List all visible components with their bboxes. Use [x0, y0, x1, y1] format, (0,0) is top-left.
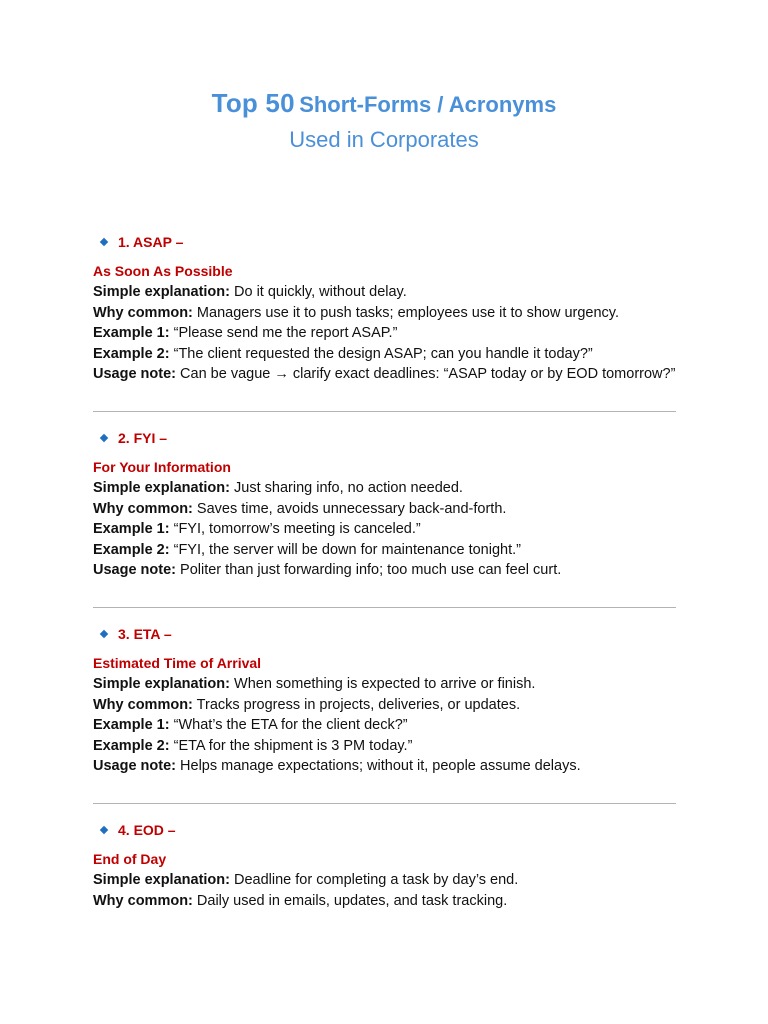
- entry-heading: [93, 426, 676, 450]
- why-common: [93, 499, 676, 520]
- simple-explanation: [93, 282, 676, 303]
- usage-note-text: Politer than just forwarding info; too much use can feel curt.: [180, 562, 562, 579]
- why-common: [93, 891, 676, 912]
- why-common-text: Daily used in emails, updates, and task tracking.: [196, 892, 508, 909]
- diamond-bullet-icon: [100, 826, 108, 834]
- title-short-forms: Short-Forms / Acronyms: [299, 92, 557, 117]
- simple-explanation-label: Simple explanation:: [93, 871, 230, 888]
- diamond-bullet-icon: [100, 238, 108, 246]
- usage-note-text: Helps manage expectations; without it, people assume delays.: [180, 758, 581, 775]
- simple-explanation-text: Do it quickly, without delay.: [234, 284, 407, 300]
- example-1-text: “What’s the ETA for the client deck?”: [173, 717, 408, 734]
- simple-explanation: [93, 478, 676, 499]
- usage-note-label: Usage note:: [93, 562, 176, 579]
- usage-note: [93, 560, 676, 581]
- why-common-text: Tracks progress in projects, deliveries, or updates.: [196, 696, 521, 713]
- why-common: [93, 695, 676, 716]
- why-common-label: Why common:: [93, 304, 193, 321]
- example-1-label: Example 1:: [93, 717, 170, 734]
- acronym-entry-eod: [93, 818, 676, 911]
- simple-explanation-text: Deadline for completing a task by day’s end.: [234, 871, 519, 888]
- example-2: [93, 344, 676, 365]
- why-common-text: Managers use it to push tasks; employees use it to show urgency.: [196, 304, 619, 321]
- example-1-label: Example 1:: [93, 325, 170, 342]
- example-2: [93, 540, 676, 561]
- usage-note: [93, 756, 676, 777]
- entry-full-name: Estimated Time of Arrival: [93, 654, 262, 671]
- usage-note-text: Can be vague → clarify exact deadlines: “ASAP today or by EOD tomorrow?”: [180, 366, 676, 383]
- why-common-text: Saves time, avoids unnecessary back-and-forth.: [196, 500, 507, 517]
- section-divider: [93, 411, 676, 412]
- acronym-entry-eta: [93, 622, 676, 804]
- example-1-text: “Please send me the report ASAP.”: [173, 325, 398, 342]
- acronym-list: [93, 230, 676, 911]
- entry-full-name: For Your Information: [93, 458, 231, 475]
- usage-note: [93, 364, 676, 385]
- why-common: [93, 303, 676, 324]
- document-subtitle: Used in Corporates: [289, 127, 479, 152]
- acronym-entry-fyi: [93, 426, 676, 608]
- diamond-bullet-icon: [100, 434, 108, 442]
- diamond-bullet-icon: [100, 630, 108, 638]
- simple-explanation-label: Simple explanation:: [93, 479, 230, 496]
- usage-note-label: Usage note:: [93, 758, 176, 775]
- simple-explanation-label: Simple explanation:: [93, 675, 230, 692]
- example-1: [93, 519, 676, 540]
- entry-full-name: End of Day: [93, 850, 167, 867]
- example-2-label: Example 2:: [93, 345, 170, 362]
- simple-explanation-text: When something is expected to arrive or finish.: [234, 675, 536, 692]
- example-2-label: Example 2:: [93, 541, 170, 558]
- example-2-text: “FYI, the server will be down for maintenance tonight.”: [173, 541, 521, 558]
- why-common-label: Why common:: [93, 696, 193, 713]
- example-2: [93, 736, 676, 757]
- entry-heading: [93, 230, 676, 254]
- entry-heading-text: 2. FYI –: [118, 429, 168, 446]
- title-line: [0, 88, 768, 119]
- example-2-text: “ETA for the shipment is 3 PM today.”: [173, 737, 413, 754]
- example-1: [93, 715, 676, 736]
- simple-explanation: [93, 674, 676, 695]
- example-1-label: Example 1:: [93, 521, 170, 538]
- entry-full-name: As Soon As Possible: [93, 263, 233, 279]
- section-divider: [93, 607, 676, 608]
- entry-heading-text: 3. ETA –: [118, 625, 172, 642]
- why-common-label: Why common:: [93, 500, 193, 517]
- document-title: [0, 88, 768, 153]
- example-2-text: “The client requested the design ASAP; can you handle it today?”: [173, 345, 593, 362]
- why-common-label: Why common:: [93, 892, 193, 909]
- example-1: [93, 323, 676, 344]
- simple-explanation-text: Just sharing info, no action needed.: [234, 479, 463, 496]
- acronym-entry-asap: [93, 230, 676, 412]
- simple-explanation: [93, 870, 676, 891]
- title-top50: Top 50: [211, 88, 295, 118]
- simple-explanation-label: Simple explanation:: [93, 284, 230, 300]
- example-2-label: Example 2:: [93, 737, 170, 754]
- example-1-text: “FYI, tomorrow’s meeting is canceled.”: [173, 521, 421, 538]
- entry-heading: [93, 622, 676, 646]
- entry-heading-text: 4. EOD –: [118, 821, 176, 838]
- entry-heading: [93, 818, 676, 842]
- usage-note-label: Usage note:: [93, 366, 176, 383]
- section-divider: [93, 803, 676, 804]
- entry-heading-text: 1. ASAP –: [118, 234, 184, 250]
